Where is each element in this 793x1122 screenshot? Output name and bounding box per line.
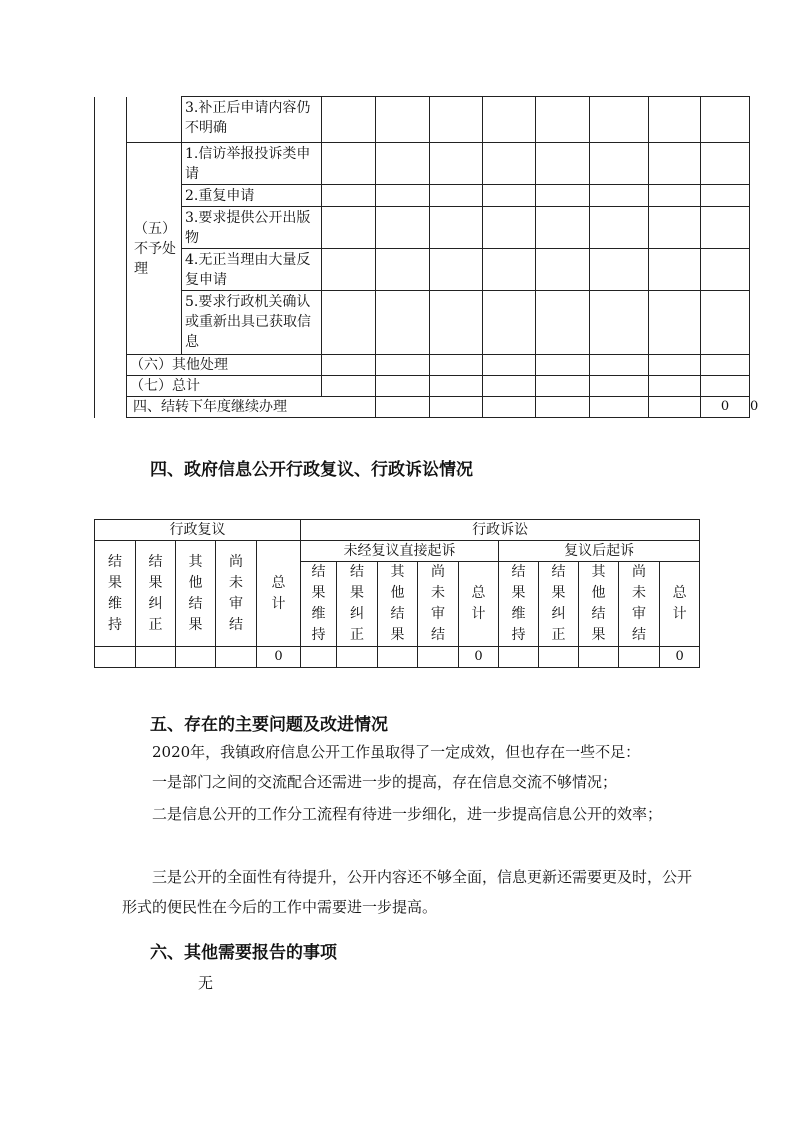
section-title: 四、政府信息公开行政复议、行政诉讼情况 — [150, 460, 473, 480]
table-row — [95, 249, 750, 291]
section-title: 六、其他需要报告的事项 — [150, 943, 337, 963]
table-cell: 0 — [660, 647, 700, 668]
table-row — [95, 291, 750, 355]
spacer-cell — [95, 97, 127, 418]
column-header: 总 计 — [257, 541, 301, 647]
row-label: 3.要求提供公开出版物 — [182, 207, 322, 249]
paragraph: 一是部门之间的交流配合还需进一步的提高，存在信息交流不够情况； — [152, 773, 618, 791]
group-label: （五）不予处理 — [127, 143, 182, 355]
paragraph: 三是公开的全面性有待提升，公开内容还不够全面，信息更新还需要更及时，公开形式的便民性在今后的工作中需要进一步提高。 — [122, 868, 693, 916]
table-cell: 0 — [701, 397, 750, 418]
table-cell: 0 — [459, 647, 499, 668]
row-label: （六）其他处理 — [127, 355, 322, 376]
column-header: 结 果 纠 正 — [337, 562, 378, 647]
row-label: 1.信访举报投诉类申请 — [182, 143, 322, 185]
table-row — [95, 207, 750, 249]
row-label: 2.重复申请 — [182, 185, 322, 207]
column-header: 其 他 结 果 — [579, 562, 619, 647]
row-label: 四、结转下年度继续办理 — [127, 397, 376, 418]
column-header: 结 果 纠 正 — [136, 541, 176, 647]
table-row — [95, 355, 750, 376]
column-header: 尚 未 审 结 — [619, 562, 660, 647]
column-group-header: 行政复议 — [95, 520, 301, 541]
column-header: 尚 未 审 结 — [216, 541, 257, 647]
spacer-cell — [127, 97, 182, 143]
paragraph: 2020年，我镇政府信息公开工作虽取得了一定成效，但也存在一些不足： — [152, 743, 641, 761]
column-header: 结 果 维 持 — [499, 562, 539, 647]
table-row — [95, 185, 750, 207]
table-row — [95, 376, 750, 397]
table-row — [95, 143, 750, 185]
table-row — [95, 647, 700, 668]
review-litigation-table — [94, 519, 700, 668]
column-header: 尚 未 审 结 — [418, 562, 459, 647]
row-label: 5.要求行政机关确认或重新出具已获取信息 — [182, 291, 322, 355]
column-group-header: 复议后起诉 — [499, 541, 700, 562]
paragraph: 无 — [198, 974, 214, 992]
column-group-header: 行政诉讼 — [301, 520, 700, 541]
table-row — [95, 97, 750, 143]
column-header: 其 他 结 果 — [378, 562, 418, 647]
application-handling-table — [94, 96, 759, 418]
table-row: 四、结转下年度继续办理 0 0 — [95, 397, 750, 418]
column-header: 总 计 — [459, 562, 499, 647]
row-label: 3.补正后申请内容仍不明确 — [182, 97, 322, 143]
table-cell: 0 — [257, 647, 301, 668]
row-label: （七）总计 — [127, 376, 322, 397]
column-header: 总 计 — [660, 562, 700, 647]
section-title: 五、存在的主要问题及改进情况 — [150, 715, 388, 735]
table-header-row — [95, 520, 700, 541]
column-header: 结 果 维 持 — [95, 541, 136, 647]
column-header: 结 果 维 持 — [301, 562, 337, 647]
table-header-row — [95, 541, 700, 562]
paragraph: 二是信息公开的工作分工流程有待进一步细化，进一步提高信息公开的效率； — [152, 805, 663, 823]
column-group-header: 未经复议直接起诉 — [301, 541, 499, 562]
column-header: 结 果 纠 正 — [539, 562, 579, 647]
column-header: 其 他 结 果 — [176, 541, 216, 647]
row-label: 4.无正当理由大量反复申请 — [182, 249, 322, 291]
